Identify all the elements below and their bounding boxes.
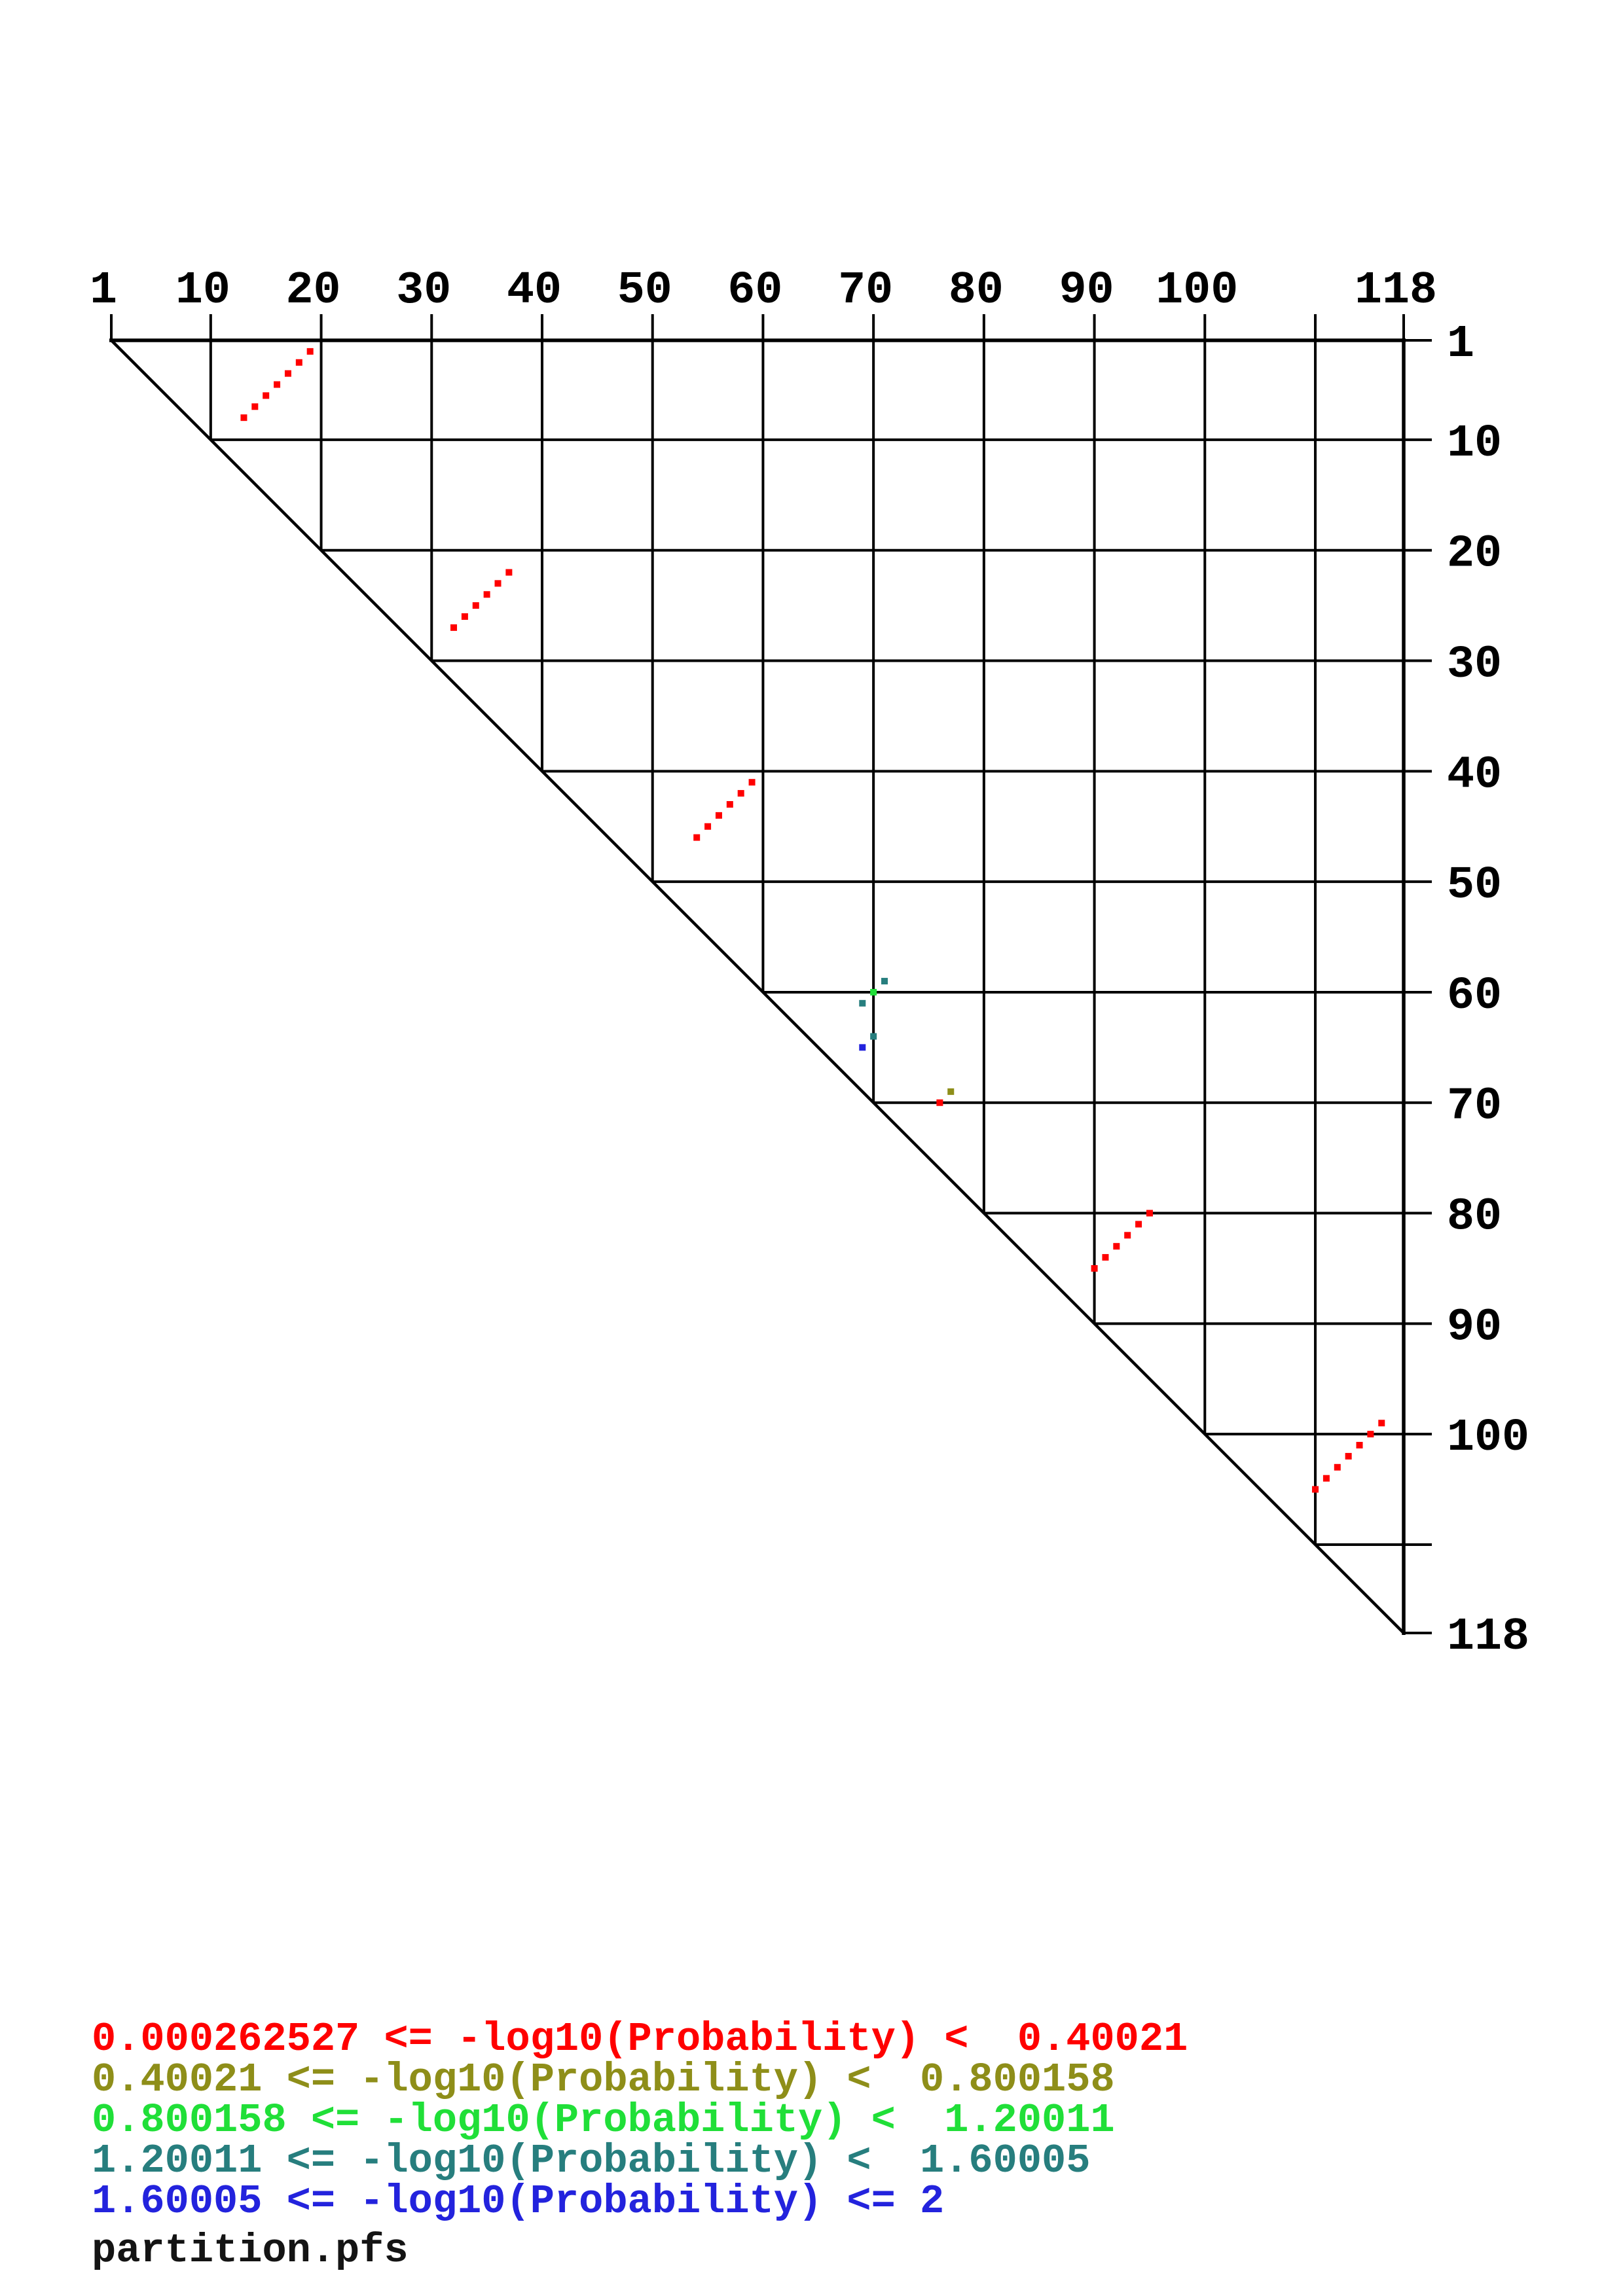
base-pair-dot: [462, 613, 468, 620]
dots-layer: [240, 348, 1385, 1493]
y-axis-label: 1: [1447, 319, 1475, 370]
y-axis-label: 100: [1447, 1412, 1530, 1465]
base-pair-dot: [285, 370, 291, 377]
base-pair-dot: [263, 392, 269, 399]
grid-lines: [211, 340, 1404, 1545]
y-axis-label: 70: [1447, 1081, 1503, 1133]
base-pair-dot: [1334, 1464, 1341, 1471]
base-pair-dot: [693, 834, 700, 841]
x-axis-label: 80: [948, 265, 1004, 317]
base-pair-dot: [947, 1088, 954, 1095]
base-pair-dot: [1102, 1254, 1108, 1261]
legend: [92, 2016, 1188, 2225]
base-pair-dot: [1367, 1431, 1374, 1437]
base-pair-dot: [307, 348, 314, 355]
base-pair-dot: [727, 801, 733, 808]
base-pair-dot: [251, 403, 258, 410]
base-pair-dot: [936, 1100, 943, 1106]
base-pair-dot: [716, 812, 722, 819]
series-probability-bin-2: [947, 1088, 954, 1095]
base-pair-dot: [450, 624, 457, 631]
base-pair-dot: [274, 382, 280, 388]
base-pair-dot: [1345, 1453, 1352, 1460]
base-pair-dot: [240, 414, 247, 421]
series-probability-bin-3: [870, 989, 877, 996]
y-axis-label: 90: [1447, 1302, 1503, 1354]
x-axis-label: 118: [1354, 265, 1438, 317]
y-axis-label: 60: [1447, 970, 1503, 1022]
base-pair-dot: [870, 1033, 877, 1039]
x-axis-label: 30: [396, 265, 452, 317]
x-axis-label: 100: [1156, 265, 1239, 317]
base-pair-dot: [859, 1044, 866, 1050]
base-pair-dot: [749, 779, 756, 785]
base-pair-dot: [1312, 1486, 1319, 1493]
legend-line-5: 1.60005 <= -log10(Probability) <= 2: [92, 2178, 945, 2225]
right-axis-labels: [1447, 319, 1529, 1663]
base-pair-dot: [296, 359, 302, 366]
legend-line-3: 0.800158 <= -log10(Probability) < 1.20011: [92, 2097, 1115, 2144]
base-pair-dot: [1146, 1210, 1153, 1217]
x-axis-label: 70: [838, 265, 894, 317]
y-axis-label: 118: [1447, 1611, 1530, 1663]
y-axis-label: 10: [1447, 418, 1503, 470]
base-pair-dot: [1357, 1442, 1363, 1448]
x-axis-label: 1: [89, 265, 118, 317]
series-probability-bin-5: [859, 1044, 866, 1050]
x-axis-label: 40: [506, 265, 562, 317]
diagonal-line: [111, 340, 1404, 1633]
base-pair-dot: [881, 978, 888, 984]
y-axis-label: 30: [1447, 639, 1503, 691]
y-axis-label: 50: [1447, 860, 1503, 912]
base-pair-dot: [473, 602, 479, 609]
x-axis-label: 90: [1059, 265, 1114, 317]
x-axis-label: 20: [285, 265, 341, 317]
base-pair-dot: [859, 1000, 866, 1007]
base-pair-dot: [1378, 1420, 1385, 1426]
legend-line-4: 1.20011 <= -log10(Probability) < 1.60005: [92, 2138, 1091, 2184]
x-axis-label: 60: [727, 265, 783, 317]
base-pair-dot: [704, 823, 711, 830]
base-pair-dot: [1124, 1232, 1131, 1238]
base-pair-dot: [738, 790, 744, 797]
y-axis-label: 40: [1447, 749, 1503, 802]
base-pair-dot: [1113, 1243, 1120, 1249]
plot-border: [109, 338, 1406, 1635]
y-axis-label: 80: [1447, 1191, 1503, 1244]
legend-line-1: 0.000262527 <= -log10(Probability) < 0.40021: [92, 2016, 1188, 2062]
base-pair-dot: [870, 989, 877, 996]
x-axis-label: 50: [617, 265, 672, 317]
legend-line-2: 0.40021 <= -log10(Probability) < 0.800158: [92, 2056, 1115, 2103]
series-probability-bin-1: [240, 348, 1385, 1493]
base-pair-dot: [1135, 1221, 1142, 1227]
base-pair-dot: [495, 580, 501, 586]
base-pair-dot: [1091, 1265, 1098, 1272]
file-name-label: partition.pfs: [92, 2227, 409, 2274]
y-axis-label: 20: [1447, 528, 1503, 581]
base-pair-dot: [505, 569, 512, 575]
base-pair-dot: [1323, 1475, 1330, 1482]
top-axis-labels: [90, 265, 1437, 317]
base-pair-dot: [484, 591, 490, 598]
x-axis-label: 10: [175, 265, 230, 317]
